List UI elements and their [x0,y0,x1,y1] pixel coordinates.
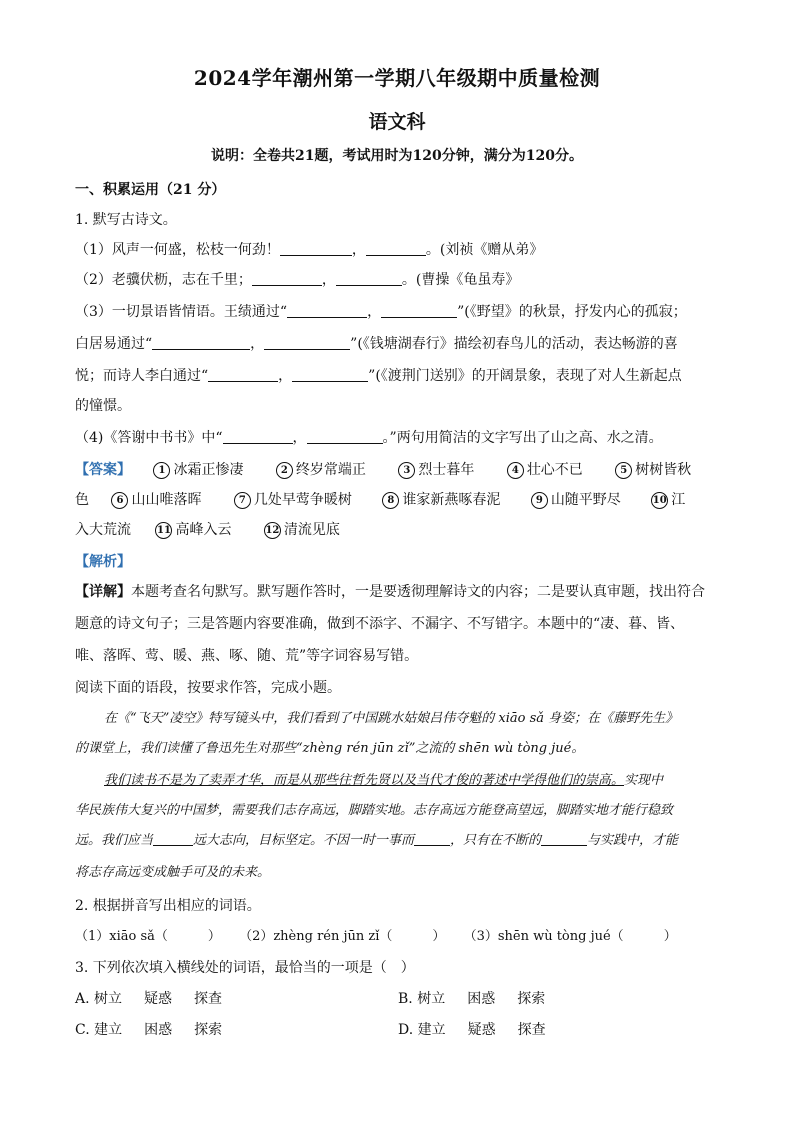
exam-title: 2024学年潮州第一学期八年级期中质量检测 [193,66,601,90]
passage-p2-line3: 远。我们应当 远大志向，目标坚定。不因一时一事而 ，只有在不断的 与实践中，才能 [75,833,679,848]
answer-item: 3 烈士暮年 [398,462,474,478]
fill-blank[interactable] [541,831,587,846]
q1-part4: （4)《答谢中书书》中“ ， 。”两句用简洁的文字写出了山之高、水之清。 [75,430,663,446]
answer-blank[interactable] [336,271,402,286]
option-b[interactable]: B. 树立 困惑 探索 [398,991,546,1007]
answer-item: 4 壮心不已 [507,462,583,478]
exam-note: 说明：全卷共21题，考试用时为120分钟，满分为120分。 [211,148,583,164]
answer-tag: 【答案】 [75,462,131,478]
answer-line3: 入大荒流 11 高峰入云 12 清流见底 [75,522,340,538]
answer-blank[interactable] [280,241,352,256]
answer-item: 2 终岁常端正 [276,462,366,478]
answer-item: 5 树树皆秋 [615,462,691,478]
analysis-line2: 题意的诗文句子；三是答题内容要准确，做到不添字、不漏字、不写错字。本题中的“凄、暮、皆、 [75,616,685,632]
option-c[interactable]: C. 建立 困惑 探索 [75,1022,223,1038]
answer-item: 12 清流见底 [265,522,340,538]
answer-blank[interactable] [366,241,426,256]
option-a[interactable]: A. 树立 疑惑 探查 [75,991,223,1007]
answer-blank[interactable] [252,271,322,286]
answer-blank[interactable] [307,429,383,444]
answer-item: 10 江 [652,492,686,508]
answer-blank[interactable] [152,335,250,350]
answer-blank[interactable] [292,367,368,382]
passage-p1-line2: 的课堂上，我们读懂了鲁迅先生对那些“zhèng rén jūn zǐ”之流的 shēn wù tòng jué。 [75,741,585,756]
q1-part3-line3: 悦；而诗人李白通过“ ， ”(《渡荆门送别》的开阔景象，表现了对人生新起点 [75,368,682,384]
analysis-line3: 唯、落晖、莺、暖、燕、啄、随、荒”等字词容易写错。 [75,648,419,664]
answer-item: 1 冰霜正惨凄 [153,462,243,478]
q1-part2: （2）老骥伏枥，志在千里； ， 。(曹操《龟虽寿》 [75,272,520,288]
answer-item: 8 谁家新燕啄春泥 [382,492,500,508]
passage-p2-line4: 将志存高远变成触手可及的未来。 [75,865,271,880]
passage-p2-line1: 我们读书不是为了卖弄才华，而是从那些往哲先贤以及当代才俊的著述中学得他们的崇高。实现中 [104,773,664,788]
q1-stem: 1. 默写古诗文。 [75,212,177,228]
answer-item: 7 几处早莺争暖树 [234,492,352,508]
answer-item: 11 高峰入云 [156,522,232,538]
answer-blank[interactable] [208,367,278,382]
q2-items: （1）xiāo sǎ（ ） （2）zhèng rén jūn zǐ（ ） （3）shēn wù tòng jué（ ） [75,929,677,944]
exam-subject: 语文科 [368,111,426,133]
answer-line2: 色 6 山山唯落晖 7 几处早莺争暖树 8 谁家新燕啄春泥 9 山随平野尽 10 江 [75,492,686,508]
q2-stem: 2. 根据拼音写出相应的词语。 [75,898,261,914]
answer-blank[interactable] [264,335,350,350]
answer-blank[interactable] [223,429,293,444]
answer-item: 9 山随平野尽 [531,492,621,508]
q1-part1: （1）风声一何盛，松枝一何劲！ ， 。(刘祯《赠从弟》 [75,242,544,258]
q1-part3-line2: 白居易通过“ ， ”(《钱塘湖春行》描绘初春鸟儿的活动，表达畅游的喜 [75,336,678,352]
analysis-line1: 【详解】本题考查名句默写。默写题作答时，一是要透彻理解诗文的内容；二是要认真审题，找出符合 [75,584,705,600]
fill-blank[interactable] [153,831,193,846]
analysis-tag: 【解析】 [75,554,131,570]
answer-line1 [75,460,725,480]
fill-blank[interactable] [414,831,450,846]
q3-stem: 3. 下列依次填入横线处的词语，最恰当的一项是（ ） [75,960,415,976]
answer-blank[interactable] [287,303,367,318]
passage-p2-line2: 华民族伟大复兴的中国梦，需要我们志存高远，脚踏实地。志存高远方能登高望远，脚踏实地才能行稳致 [75,803,674,818]
q1-part3-line4: 的憧憬。 [75,398,131,414]
section-heading: 一、积累运用（21 分） [75,182,226,198]
reading-intro: 阅读下面的语段，按要求作答，完成小题。 [75,680,341,696]
option-d[interactable]: D. 建立 疑惑 探查 [398,1022,546,1038]
answer-blank[interactable] [381,303,457,318]
q1-part3-line1: （3）一切景语皆情语。王绩通过“ ， ”(《野望》的秋景，抒发内心的孤寂； [75,304,687,320]
answer-item: 6 山山唯落晖 [111,492,201,508]
passage-p1-line1: 在《“飞天”凌空》特写镜头中，我们看到了中国跳水姑娘吕伟夺魁的 xiāo sǎ 身姿；在《藤野先生》 [104,711,679,726]
